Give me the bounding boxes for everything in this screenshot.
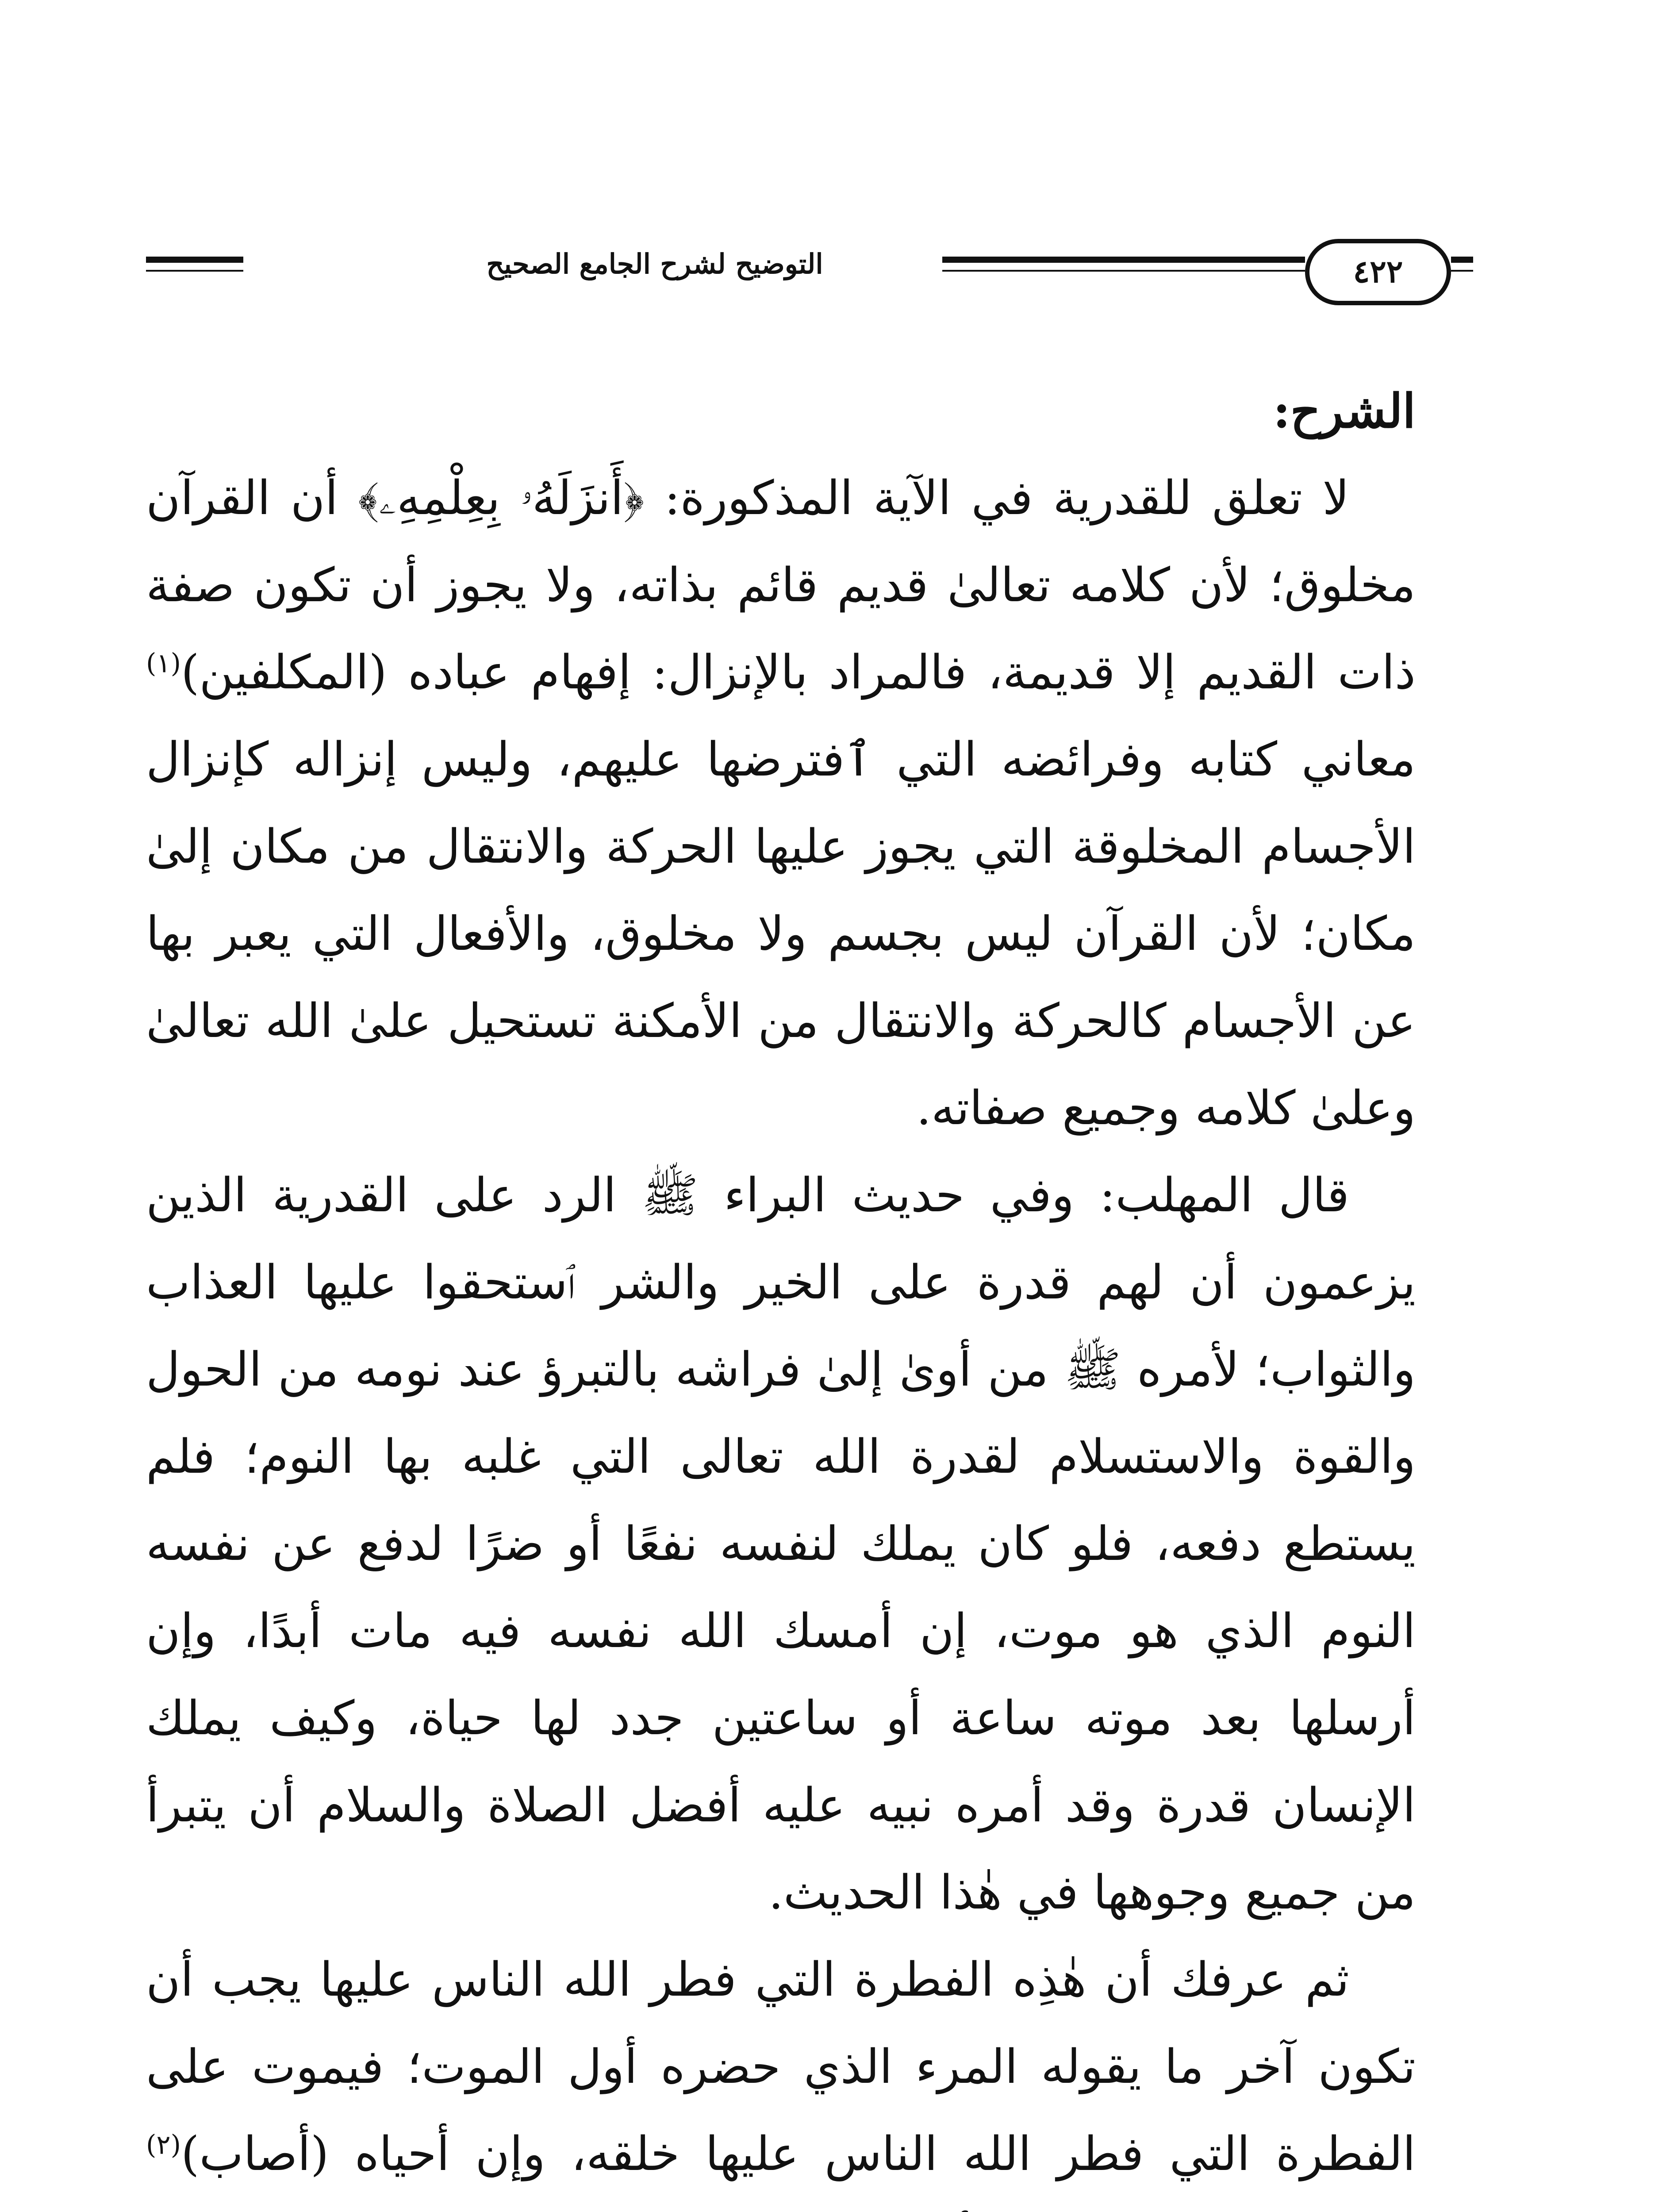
running-header [146,230,1473,319]
paragraph [146,1936,1416,2212]
body-text [146,367,1416,2212]
paragraph [146,454,1416,1152]
header-rule-mid-thick [942,257,1305,263]
header-rule-left-thin [146,270,243,272]
paragraph: قال المهلب: وفي حديث البراء ﷺ الرد على القدرية الذين يزعمون أن لهم قدرة على الخير والشر ٱستحقوا عليها العذاب والثواب؛ لأمره ﷺ من أوىٰ إلىٰ فراشه بالتبرؤ عند نومه من الحول والقوة والاستسلام لقدرة الله تعالى التي غلبه بها النوم؛ فلم يستطع دفعه، فلو كان يملك لنفسه نفعًا أو ضرًا لدفع عن نفسه النوم الذي هو موت، إن أمسك الله نفسه فيه مات أبدًا، وإن أرسلها بعد موته ساعة أو ساعتين جدد لها حياة، وكيف يملك الإنسان قدرة وقد أمره نبيه عليه أفضل الصلاة والسلام أن يتبرأ من جميع وجوهها في هٰذا الحديث. [146,1168,1416,1920]
header-rule-left-thick [146,257,243,263]
header-rule-right-thick [1451,257,1473,263]
footnote-ref: (٢) [146,2129,181,2161]
paragraph-text: ثم عرفك أن هٰذِه الفطرة التي فطر الله الناس عليها يجب أن تكون آخر ما يقوله المرء الذي حضره أول الموت؛ فيموت على الفطرة التي فطر الله الناس عليها خلقه، وإن أحياه (أصاب) [146,1952,1416,2181]
footnote-ref: (١) [146,648,181,679]
page-number-badge: ٤٢٢ [1305,239,1451,305]
paragraph-text: لا تعلق للقدرية في الآية المذكورة: ﴿أَنزَلَهُۥ بِعِلْمِهِۦ﴾ أن القرآن مخلوق؛ لأن كلامه تعالىٰ قديم قائم بذاته، ولا يجوز أن تكون صفة ذات القديم إلا قديمة، فالمراد بالإنزال: إفهام عباده (المكلفين) [146,471,1416,699]
paragraph-text: معاني كتابه وفرائضه التي ٱفترضها عليهم، وليس إنزاله كإنزال الأجسام المخلوقة التي يجوز عليها الحركة والانتقال من مكان إلىٰ مكان؛ لأن القرآن ليس بجسم ولا مخلوق، والأفعال التي يعبر بها عن الأجسام كالحركة والانتقال من الأمكنة تستحيل علىٰ الله تعالىٰ وعلىٰ كلامه وجميع صفاته. [146,732,1416,1135]
section-heading: الشرح: [1273,383,1416,438]
header-rule-right-thin [1451,270,1473,272]
header-rule-mid-thin [942,270,1305,272]
book-title: التوضيح لشرح الجامع الصحيح [486,248,823,280]
